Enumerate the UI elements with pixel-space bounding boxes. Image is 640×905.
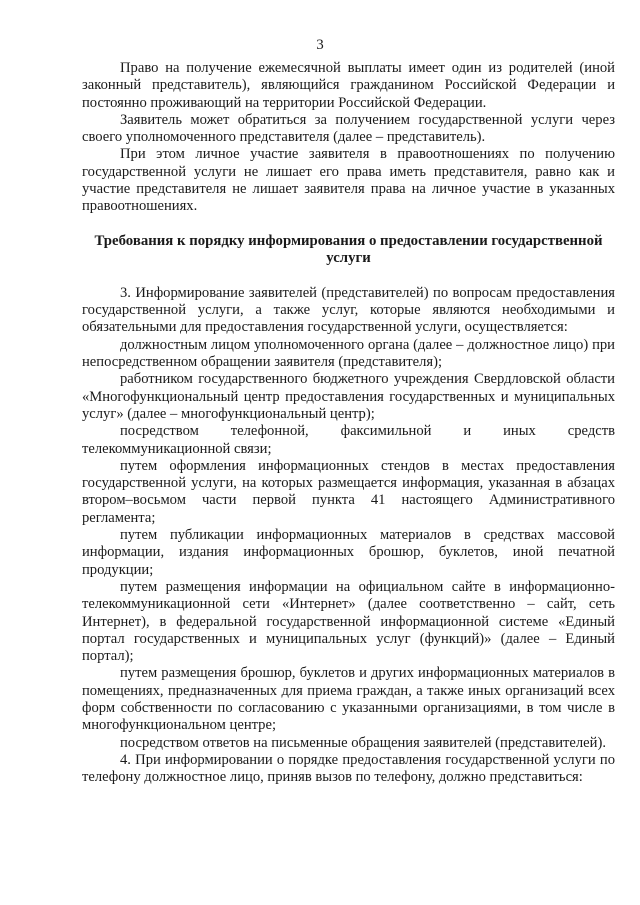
- list-item-stands: путем оформления информационных стендов в местах предоставления государственной услуги, на которых размещается информация, указанная в абзацах втором–восьмом части первой пункта 41 настоящего Административного регламента;: [82, 457, 615, 526]
- list-item-website: путем размещения информации на официальном сайте в информационно-телекоммуникационной сети «Интернет» (далее соответственно – сайт, сеть Интернет), в федеральной государственной информационной системе «Единый портал государственных и муниципальных услуг (функций)» (далее – Единый портал);: [82, 578, 615, 665]
- list-item-official: должностным лицом уполномоченного органа (далее – должностное лицо) при непосредственном обращении заявителя (представителя);: [82, 336, 615, 371]
- section-heading: Требования к порядку информирования о предоставлении государственной услуги: [94, 232, 603, 267]
- paragraph-personal-participation: При этом личное участие заявителя в правоотношениях по получению государственной услуги не лишает его права иметь представителя, равно как и участие представителя не лишает заявителя права на личное участие в указанных правоотношениях.: [82, 146, 615, 215]
- document-body: [82, 60, 615, 786]
- list-item-written-replies: посредством ответов на письменные обращения заявителей (представителей).: [120, 734, 606, 751]
- paragraph-item-4: 4. При информировании о порядке предоставления государственной услуги по телефону должностное лицо, приняв вызов по телефону, должно представиться:: [82, 751, 615, 786]
- list-item-telecom: посредством телефонной, факсимильной и иных средств телекоммуникационной связи;: [82, 423, 615, 457]
- list-item-publication: путем публикации информационных материалов в средствах массовой информации, издания информационных брошюр, буклетов, иной печатной продукции;: [82, 527, 615, 578]
- list-item-mfc-worker: работником государственного бюджетного учреждения Свердловской области «Многофункциональный центр предоставления государственных и муниципальных услуг» (далее – многофункциональный центр);: [82, 371, 615, 422]
- paragraph-parent-right: Право на получение ежемесячной выплаты имеет один из родителей (иной законный представитель), являющийся гражданином Российской Федерации и постоянно проживающий на территории Российской Федерации.: [82, 60, 615, 111]
- page-number: 3: [316, 37, 324, 53]
- paragraph-item-3: 3. Информирование заявителей (представителей) по вопросам предоставления государственной услуги, а также услуг, которые являются необходимыми и обязательными для предоставления государственной услуги, осуществляется:: [82, 284, 615, 336]
- list-item-brochures: путем размещения брошюр, буклетов и других информационных материалов в помещениях, предназначенных для приема граждан, а также иных организаций всех форм собственности по согласованию с указанными организациями, в том числе в многофункциональном центре;: [82, 665, 615, 734]
- paragraph-representative: Заявитель может обратиться за получением государственной услуги через своего уполномоченного представителя (далее – представитель).: [82, 111, 615, 146]
